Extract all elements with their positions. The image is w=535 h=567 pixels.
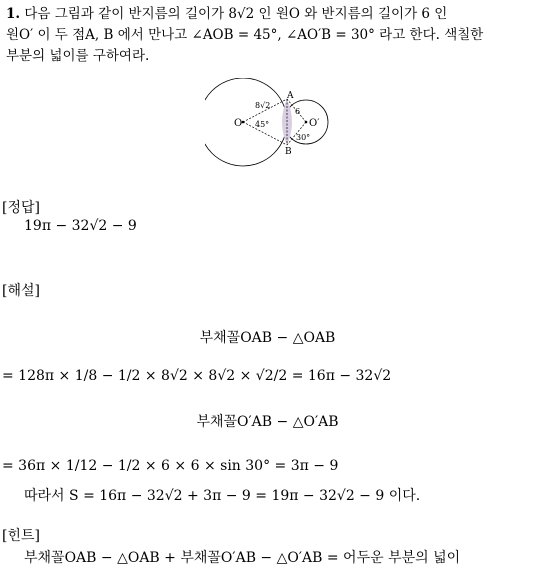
- problem-text-1: 다음 그림과 같이 반지름의 길이가 8√2 인 원O 와 반지름의 길이가 6 인: [24, 6, 448, 22]
- problem-line-3: 부분의 넓이를 구하여라.: [6, 48, 150, 64]
- hint-header: [힌트]: [2, 528, 40, 544]
- label-a: A: [287, 91, 294, 101]
- label-radius-o: 8√2: [255, 101, 271, 110]
- answer-header: [정답]: [2, 200, 40, 216]
- label-o-prime: O′: [309, 118, 320, 129]
- problem-line-2: 원O′ 이 두 점A, B 에서 만나고 ∠AOB = 45°, ∠AO′B = 30° 라고 한다. 색칠한: [6, 27, 484, 43]
- label-o: O: [234, 118, 243, 129]
- hint-text: 부채꼴OAB − △OAB + 부채꼴O′AB − △O′AB = 어두운 부분의 넓이: [24, 550, 461, 566]
- label-b: B: [285, 147, 292, 157]
- explanation-header: [해설]: [2, 283, 40, 299]
- problem-number: 1.: [6, 6, 21, 22]
- explanation-title-1: 부채꼴OAB − △OAB: [199, 330, 336, 346]
- label-angle-o: 45°: [255, 120, 270, 129]
- answer-value: 19π − 32√2 − 9: [24, 218, 137, 234]
- circle-o: [205, 78, 287, 166]
- explanation-conclusion: 따라서 S = 16π − 32√2 + 3π − 9 = 19π − 32√2 − 9 이다.: [24, 488, 421, 504]
- problem-line-1: [6, 4, 531, 25]
- label-radius-o-prime: 6: [295, 107, 301, 116]
- two-circles-figure: [205, 78, 340, 174]
- problem-statement: [6, 4, 531, 67]
- explanation-calc-1: = 128π × 1/8 − 1/2 × 8√2 × 8√2 × √2/2 = 16π − 32√2: [2, 368, 392, 384]
- explanation-title-2: 부채꼴O′AB − △O′AB: [196, 414, 339, 430]
- point-o-prime: [305, 121, 308, 124]
- explanation-calc-2: = 36π × 1/12 − 1/2 × 6 × 6 × sin 30° = 3π − 9: [2, 458, 339, 474]
- label-angle-o-prime: 30°: [296, 133, 311, 142]
